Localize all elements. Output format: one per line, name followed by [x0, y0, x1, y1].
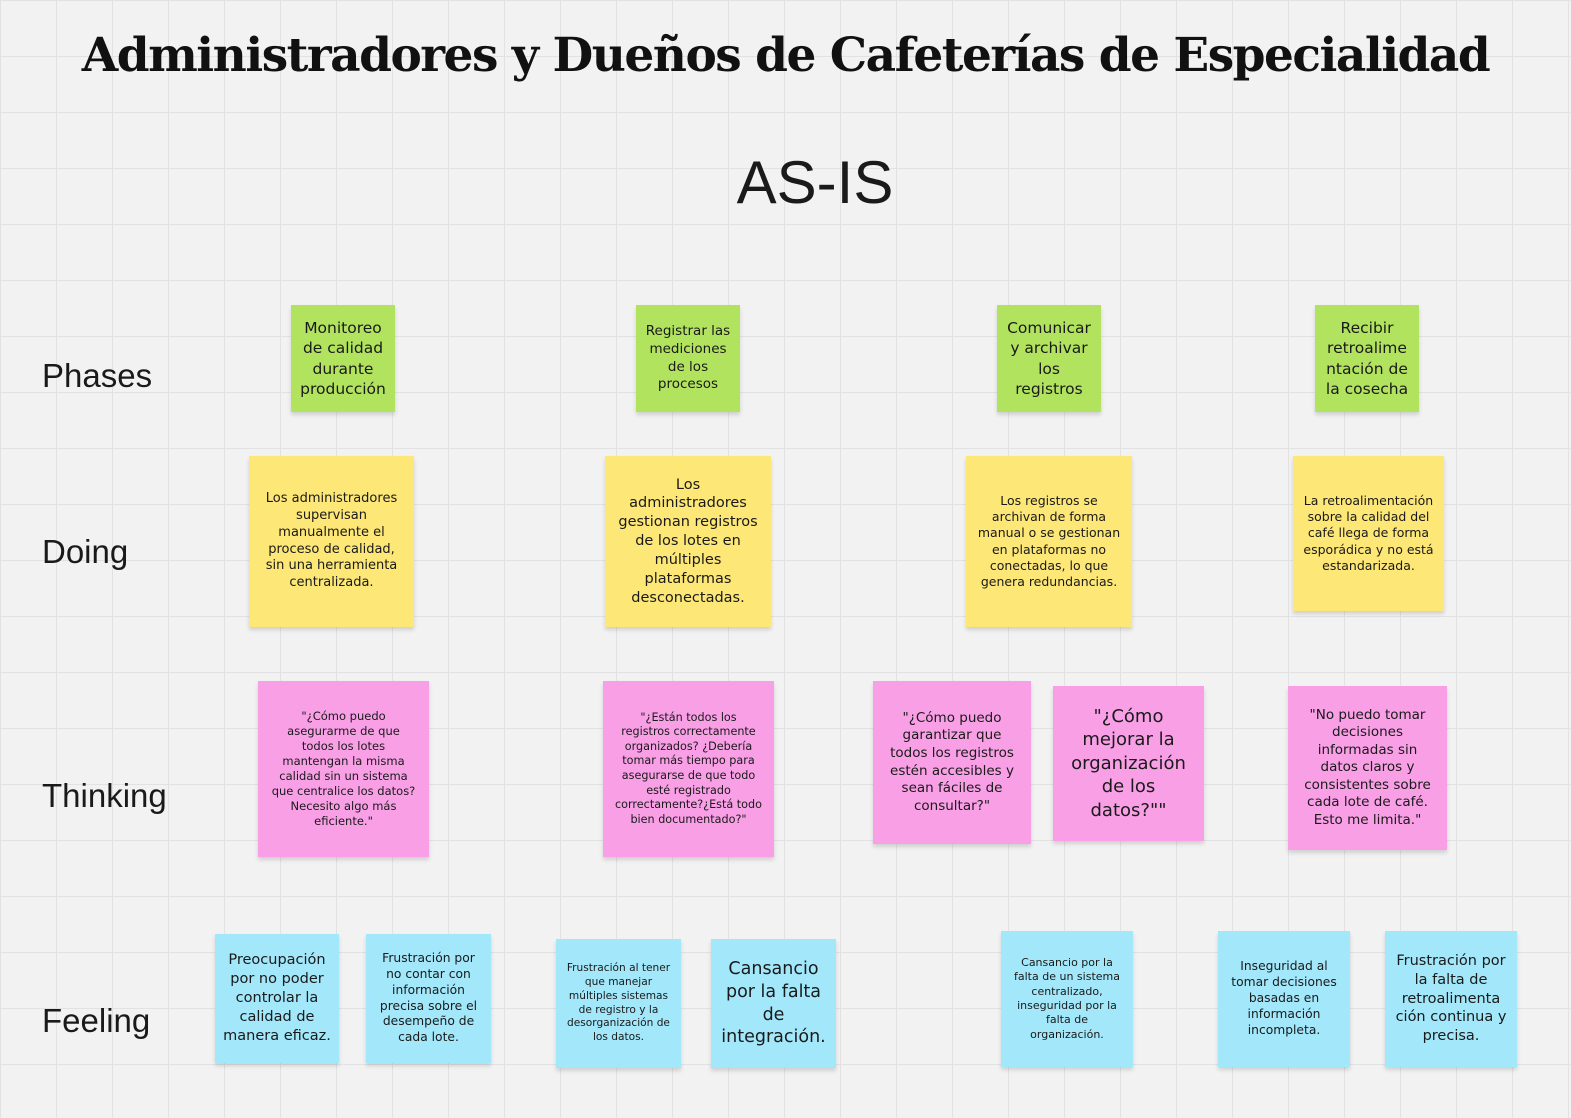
row-label-feeling: Feeling — [42, 1002, 151, 1039]
phase-note-text: Registrar las mediciones de los procesos — [645, 323, 731, 393]
doing-note-text: Los administradores gestionan registros de los lotes en múltiples plataformas desconectadas. — [618, 476, 758, 606]
phase-note-text: Monitoreo de calidad durante producción — [300, 319, 386, 398]
feeling-note-text: Cansancio por la falta de integración. — [721, 959, 826, 1048]
doing-note-text: La retroalimentación sobre la calidad del café llega de forma esporádica y no está estandarizada. — [1303, 492, 1434, 573]
row-label-doing: Doing — [42, 533, 129, 570]
phase-note-registrar[interactable] — [636, 305, 740, 412]
thinking-note-text: "¿Cómo puedo asegurarme de que todos los lotes mantengan la misma calidad sin un sistema que centralice los datos? Necesito algo más eficiente." — [271, 709, 416, 828]
thinking-note-2[interactable] — [603, 681, 774, 857]
thinking-note-text: "¿Están todos los registros correctamente organizados? ¿Debería tomar más tiempo para asegurarse de que todo esté registrado correctamente?¿Está todo bien documentado?" — [615, 710, 762, 826]
feeling-note-text: Inseguridad al tomar decisiones basadas en información incompleta. — [1231, 959, 1337, 1037]
row-label-thinking: Thinking — [42, 777, 167, 814]
phase-note-text: Comunicar y archivar los registros — [1007, 319, 1091, 398]
phase-note-monitoreo[interactable] — [291, 305, 395, 412]
board-title: Administradores y Dueños de Cafeterías de Especialidad — [81, 28, 1490, 83]
thinking-note-5[interactable] — [1288, 686, 1447, 850]
doing-note-2[interactable] — [605, 456, 771, 627]
feeling-note-text: Preocupación por no poder controlar la calidad de manera eficaz. — [223, 952, 331, 1044]
doing-note-text: Los registros se archivan de forma manual o se gestionan en plataformas no conectadas, lo que genera redundancias. — [977, 492, 1121, 589]
doing-note-3[interactable] — [966, 456, 1132, 627]
phase-note-text: Recibir retroalime ntación de la cosecha — [1325, 319, 1409, 398]
doing-note-4[interactable] — [1293, 456, 1444, 611]
thinking-note-text: "No puedo tomar decisiones informadas sin datos claros y consistentes sobre cada lote de café. Esto me limita." — [1304, 706, 1431, 828]
doing-note-text: Los administradores supervisan manualmente el proceso de calidad, sin una herramienta centralizada. — [265, 490, 398, 591]
thinking-note-text: "¿Cómo mejorar la organización de los datos?"" — [1071, 706, 1186, 821]
feeling-note-text: Frustración por no contar con información precisa sobre el desempeño de cada lote. — [379, 950, 478, 1045]
thinking-note-1[interactable] — [258, 681, 429, 857]
phase-note-recibir[interactable] — [1315, 305, 1419, 412]
feeling-note-3[interactable] — [556, 939, 681, 1068]
feeling-note-5[interactable] — [1001, 931, 1133, 1067]
thinking-note-3[interactable] — [873, 681, 1031, 844]
board-subtitle: AS-IS — [736, 149, 894, 216]
feeling-note-4[interactable] — [711, 939, 836, 1068]
feeling-note-1[interactable] — [215, 934, 339, 1063]
feeling-note-text: Frustración por la falta de retroalimenta ción continua y precisa. — [1395, 952, 1507, 1045]
thinking-note-4[interactable] — [1053, 686, 1204, 841]
feeling-note-text: Cansancio por la falta de un sistema centralizado, inseguridad por la falta de organización. — [1014, 956, 1120, 1041]
feeling-note-text: Frustración al tener que manejar múltiples sistemas de registro y la desorganización de los datos. — [566, 962, 671, 1044]
feeling-note-2[interactable] — [366, 934, 491, 1063]
feeling-note-7[interactable] — [1385, 931, 1517, 1067]
feeling-note-6[interactable] — [1218, 931, 1350, 1067]
phase-note-comunicar[interactable] — [997, 305, 1101, 412]
thinking-note-text: "¿Cómo puedo garantizar que todos los registros estén accesibles y sean fáciles de consultar?" — [890, 709, 1014, 814]
row-label-phases: Phases — [42, 357, 153, 394]
doing-note-1[interactable] — [249, 456, 414, 627]
